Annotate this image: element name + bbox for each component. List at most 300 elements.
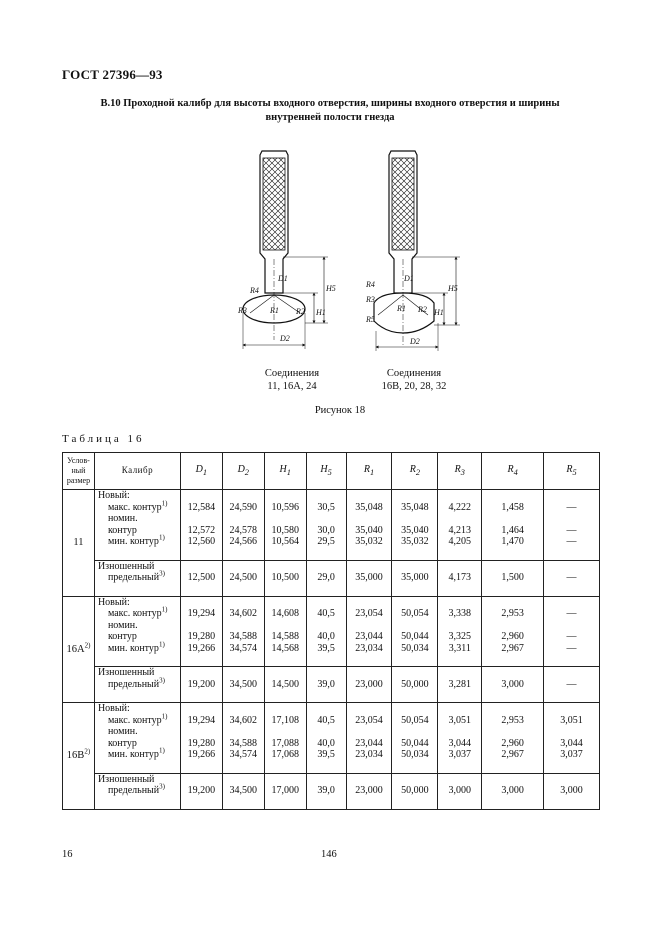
spacer <box>98 797 180 809</box>
value-cell <box>438 773 482 809</box>
value-cell <box>482 667 544 703</box>
value-cell <box>346 490 392 561</box>
value-min: 39,5 <box>317 642 335 654</box>
value-cell <box>544 773 600 809</box>
value-max: 17,108 <box>271 714 299 726</box>
value-worn: 23,000 <box>355 785 383 796</box>
value-cell <box>346 703 392 774</box>
left-label-h1: H1 <box>316 308 326 317</box>
spacer <box>98 761 180 773</box>
blank-line <box>223 726 264 738</box>
value-min: 14,568 <box>271 642 299 654</box>
value-min: 17,068 <box>271 749 299 760</box>
blank-line <box>482 703 543 715</box>
header-r1-sub: 1 <box>369 467 375 477</box>
header-r4-base: R <box>507 463 514 475</box>
value-max: 19,294 <box>187 714 216 726</box>
value-max: 12,584 <box>187 501 216 513</box>
value-cell <box>306 596 346 667</box>
blank-line <box>482 667 543 679</box>
value-nom: 23,044 <box>355 737 383 749</box>
value-worn: 29,0 <box>317 572 335 583</box>
value-cell <box>544 703 600 774</box>
size-footnote: 2) <box>84 641 91 649</box>
blank-line <box>307 703 346 715</box>
label-worn-2 <box>98 782 180 797</box>
label-worn-1: Изношенный <box>97 560 155 572</box>
blank-line <box>223 490 264 502</box>
value-nom: 10,580 <box>271 524 299 536</box>
header-r2-sub: 2 <box>415 467 421 477</box>
value-cell <box>438 667 482 703</box>
value-cell <box>180 667 222 703</box>
value-min: 50,034 <box>401 749 429 760</box>
value-nom: 17,088 <box>271 737 299 749</box>
value-max: — <box>566 501 577 513</box>
blank-line <box>265 774 306 786</box>
caption-right-line-1: Соединения <box>386 368 442 379</box>
blank-line <box>181 561 222 573</box>
value-worn: 23,000 <box>355 678 383 690</box>
value-cell <box>306 667 346 703</box>
left-label-r3: R3 <box>238 306 247 315</box>
value-cell <box>222 560 264 596</box>
caption-left <box>232 367 352 393</box>
blank-line <box>438 774 481 786</box>
blank-line <box>347 513 392 525</box>
header-d2-base: D <box>237 463 245 475</box>
value-worn: 10,500 <box>271 572 299 583</box>
right-label-r1: R1 <box>397 304 406 313</box>
value-cell <box>180 703 222 774</box>
blank-line <box>438 703 481 715</box>
header-r5-base: R <box>566 463 573 475</box>
value-worn: 34,500 <box>229 785 258 796</box>
blank-line <box>181 726 222 738</box>
label-min-text: мин. контур <box>107 536 159 547</box>
label-max-text: макс. контур <box>107 714 162 726</box>
blank-line <box>482 490 543 502</box>
label-new: Новый: <box>97 703 130 714</box>
value-max: 35,048 <box>401 501 429 513</box>
value-min: 23,034 <box>355 749 383 760</box>
value-cell <box>438 596 482 667</box>
value-cell <box>482 773 544 809</box>
blank-line <box>265 490 306 502</box>
value-cell <box>264 560 306 596</box>
value-max: 30,5 <box>317 501 335 513</box>
spacer <box>98 690 180 702</box>
spacer <box>98 548 180 560</box>
blank-line <box>223 620 264 632</box>
blank-line <box>181 490 222 502</box>
blank-line <box>265 597 306 609</box>
value-nom: 19,280 <box>187 631 216 642</box>
blank-line <box>347 667 392 679</box>
value-nom: 30,0 <box>317 524 335 536</box>
blank-line <box>544 726 599 738</box>
value-cell <box>482 490 544 561</box>
header-h5-sub: 5 <box>327 467 332 477</box>
footnote-1: 1) <box>161 712 168 721</box>
table-header-row <box>63 453 600 490</box>
blank-line <box>438 597 481 609</box>
label-max-text: макс. контур <box>107 608 162 619</box>
label-max-contour <box>98 499 180 514</box>
blank-line <box>438 726 481 738</box>
value-nom: 35,040 <box>401 524 429 536</box>
right-label-r5: R5 <box>366 315 375 324</box>
value-max: — <box>566 608 577 619</box>
header-size <box>63 453 95 490</box>
size-value: 16В <box>66 750 85 761</box>
table-row <box>63 560 600 596</box>
caliber-new-cell <box>94 596 180 667</box>
value-worn: 17,000 <box>271 785 299 796</box>
value-min: 35,032 <box>355 536 383 547</box>
value-max: 1,458 <box>501 501 524 513</box>
value-cell <box>264 596 306 667</box>
table-title: Таблица 16 <box>62 433 145 445</box>
value-cell <box>222 490 264 561</box>
left-label-h5: H5 <box>326 284 336 293</box>
value-worn: 39,0 <box>317 785 335 796</box>
value-nom: 23,044 <box>355 631 383 642</box>
size-cell <box>63 703 95 810</box>
value-worn: 14,500 <box>271 678 299 690</box>
header-r4-sub: 4 <box>513 467 518 477</box>
value-cell <box>438 703 482 774</box>
footnote-3: 3) <box>159 569 165 578</box>
value-cell <box>264 667 306 703</box>
left-label-d2: D2 <box>280 334 290 343</box>
value-max: 40,5 <box>317 714 335 726</box>
right-label-r2: R2 <box>418 305 427 314</box>
caliber-worn-cell <box>94 773 180 809</box>
header-r4 <box>482 453 544 490</box>
value-cell <box>346 773 392 809</box>
value-cell <box>346 667 392 703</box>
value-nom: 50,044 <box>401 631 429 642</box>
value-min: 34,574 <box>229 642 258 654</box>
header-h1-base: H <box>279 463 287 475</box>
spacer <box>98 654 180 666</box>
header-d1-sub: 1 <box>202 467 208 477</box>
value-worn: 50,000 <box>401 678 429 690</box>
label-max-contour <box>98 605 180 620</box>
value-worn: — <box>566 572 577 583</box>
blank-line <box>181 703 222 715</box>
blank-line <box>307 597 346 609</box>
footnote-1: 1) <box>161 605 168 614</box>
value-min: — <box>566 642 577 654</box>
blank-line <box>181 620 222 632</box>
value-cell <box>482 703 544 774</box>
label-worn-1: Изношенный <box>97 667 155 678</box>
value-max: 40,5 <box>317 608 335 619</box>
label-worn-text: предельный <box>107 678 160 690</box>
blank-line <box>181 774 222 786</box>
value-min: 39,5 <box>317 749 335 760</box>
value-cell <box>306 490 346 561</box>
blank-line <box>307 490 346 502</box>
section-heading-line-1: В.10 Проходной калибр для высоты входного отверстия, ширины входного отверстия и ширины <box>100 98 560 109</box>
header-h5 <box>306 453 346 490</box>
label-nom-2: контур <box>107 737 137 749</box>
blank-line <box>347 597 392 609</box>
header-r5-sub: 5 <box>572 467 577 477</box>
value-worn: 39,0 <box>317 678 335 690</box>
blank-line <box>544 620 599 632</box>
value-nom: 34,588 <box>229 737 258 749</box>
label-max-contour <box>98 712 180 727</box>
blank-line <box>392 620 437 632</box>
blank-line <box>482 774 543 786</box>
header-d1 <box>180 453 222 490</box>
blank-line <box>265 667 306 679</box>
footnote-1: 1) <box>158 640 165 649</box>
caliber-worn-cell <box>94 667 180 703</box>
blank-line <box>347 726 392 738</box>
table-row <box>63 490 600 561</box>
value-nom: 3,044 <box>448 737 472 749</box>
value-cell <box>346 596 392 667</box>
value-worn: 19,200 <box>187 785 216 796</box>
page-number: 146 <box>321 849 337 860</box>
value-nom: 19,280 <box>187 737 216 749</box>
blank-line <box>438 561 481 573</box>
table-row <box>63 596 600 667</box>
header-d2 <box>222 453 264 490</box>
value-cell <box>482 596 544 667</box>
value-max: 10,596 <box>271 501 299 513</box>
value-max: 23,054 <box>355 714 383 726</box>
header-h1-sub: 1 <box>286 467 291 477</box>
size-value: 11 <box>73 537 84 548</box>
blank-line <box>265 703 306 715</box>
blank-line <box>482 620 543 632</box>
value-max: 2,953 <box>501 608 524 619</box>
left-label-r4: R4 <box>250 286 259 295</box>
caliber-new-cell <box>94 490 180 561</box>
value-max: 3,051 <box>448 714 472 726</box>
size-value: 16А <box>66 643 85 655</box>
blank-line <box>544 513 599 525</box>
value-nom: 12,572 <box>187 524 216 536</box>
size-cell <box>63 596 95 703</box>
right-label-d2: D2 <box>410 337 420 346</box>
blank-line <box>223 667 264 679</box>
table-row <box>63 703 600 774</box>
value-max: 34,602 <box>229 714 258 726</box>
blank-line <box>307 561 346 573</box>
right-gauge <box>374 151 460 351</box>
value-cell <box>346 560 392 596</box>
value-cell <box>392 596 438 667</box>
value-worn: 3,000 <box>501 785 524 796</box>
blank-line <box>482 726 543 738</box>
value-nom: 1,464 <box>501 524 524 536</box>
value-nom: 24,578 <box>229 524 258 536</box>
value-cell <box>438 560 482 596</box>
blank-line <box>307 513 346 525</box>
footnote-1: 1) <box>158 533 165 542</box>
blank-line <box>307 774 346 786</box>
caliber-new-cell <box>94 703 180 774</box>
header-size-line-2: ный <box>71 466 86 475</box>
table-body <box>63 490 600 810</box>
value-min: 50,034 <box>401 642 429 654</box>
value-min: 2,967 <box>501 749 524 760</box>
value-cell <box>222 667 264 703</box>
value-max: 3,338 <box>448 608 472 619</box>
blank-line <box>265 620 306 632</box>
value-worn: 3,000 <box>501 678 524 690</box>
value-cell <box>438 490 482 561</box>
value-max: 35,048 <box>355 501 383 513</box>
value-worn: 12,500 <box>187 572 216 583</box>
label-worn-text: предельный <box>107 785 160 796</box>
value-nom: 3,044 <box>560 737 583 749</box>
value-min: 4,205 <box>448 536 472 547</box>
value-nom: 2,960 <box>501 631 524 642</box>
blank-line <box>544 490 599 502</box>
value-cell <box>544 667 600 703</box>
value-cell <box>264 703 306 774</box>
value-nom: 50,044 <box>401 737 429 749</box>
blank-line <box>347 561 392 573</box>
label-nom-1: номин. <box>107 513 138 524</box>
value-worn: 50,000 <box>401 785 429 796</box>
value-min: 3,037 <box>448 749 472 760</box>
value-nom: 40,0 <box>317 737 335 749</box>
blank-line <box>181 513 222 525</box>
value-nom: 4,213 <box>448 524 472 536</box>
value-cell <box>180 596 222 667</box>
header-r5 <box>544 453 600 490</box>
header-r1-base: R <box>363 463 370 475</box>
label-worn-2 <box>98 676 180 691</box>
blank-line <box>544 667 599 679</box>
label-new: Новый: <box>97 596 130 608</box>
figure-title: Рисунок 18 <box>314 405 366 416</box>
label-min-contour <box>98 533 180 548</box>
value-worn: 3,000 <box>560 785 583 796</box>
blank-line <box>347 490 392 502</box>
blank-line <box>181 597 222 609</box>
value-max: 23,054 <box>355 608 383 619</box>
value-worn: 1,500 <box>501 572 524 583</box>
blank-line <box>223 703 264 715</box>
value-cell <box>264 773 306 809</box>
value-min: — <box>566 536 577 547</box>
blank-line <box>265 726 306 738</box>
size-cell <box>63 490 95 597</box>
right-label-r4: R4 <box>366 280 375 289</box>
footnote-1: 1) <box>158 746 165 755</box>
blank-line <box>223 774 264 786</box>
label-worn-text: предельный <box>107 572 160 583</box>
caliber-worn-cell <box>94 560 180 596</box>
blank-line <box>482 513 543 525</box>
caption-right-line-2: 16В, 20, 28, 32 <box>381 381 447 392</box>
blank-line <box>392 667 437 679</box>
value-nom: 14,588 <box>271 631 299 642</box>
value-cell <box>180 490 222 561</box>
label-nom-1: номин. <box>107 726 138 737</box>
value-cell <box>306 773 346 809</box>
blank-line <box>307 667 346 679</box>
label-new: Новый: <box>97 490 130 501</box>
left-label-r2: R2 <box>296 307 305 316</box>
label-worn-1: Изношенный <box>97 773 155 785</box>
value-min: 19,266 <box>187 642 216 654</box>
value-nom: 34,588 <box>229 631 258 642</box>
value-max: 19,294 <box>187 608 216 619</box>
value-max: 3,051 <box>560 714 583 726</box>
value-cell <box>544 490 600 561</box>
footnote-3: 3) <box>159 676 165 685</box>
blank-line <box>392 726 437 738</box>
value-cell <box>482 560 544 596</box>
blank-line <box>392 513 437 525</box>
value-nom: 2,960 <box>501 737 524 749</box>
value-cell <box>264 490 306 561</box>
blank-line <box>482 597 543 609</box>
blank-line <box>392 597 437 609</box>
blank-line <box>392 774 437 786</box>
header-r1 <box>346 453 392 490</box>
label-nom-2: контур <box>107 524 137 536</box>
blank-line <box>438 667 481 679</box>
right-label-h1: H1 <box>434 308 444 317</box>
header-caliber: Калибр <box>94 453 180 490</box>
label-min-contour <box>98 746 180 761</box>
value-nom: 35,040 <box>355 524 383 536</box>
value-worn: 3,281 <box>448 678 472 690</box>
value-cell <box>222 773 264 809</box>
footnote-1: 1) <box>161 499 168 508</box>
blank-line <box>438 490 481 502</box>
blank-line <box>392 703 437 715</box>
label-max-text: макс. контур <box>107 501 162 513</box>
label-min-contour <box>98 640 180 655</box>
value-cell <box>306 560 346 596</box>
blank-line <box>438 620 481 632</box>
value-worn: 19,200 <box>187 678 216 690</box>
value-min: 34,574 <box>229 749 258 760</box>
left-gauge <box>243 151 328 349</box>
value-nom: 40,0 <box>317 631 335 642</box>
label-nom-2: контур <box>107 631 137 642</box>
blank-line <box>544 703 599 715</box>
label-nom-1: номин. <box>107 619 138 631</box>
value-max: 50,054 <box>401 608 429 619</box>
value-cell <box>392 560 438 596</box>
value-max: 4,222 <box>448 501 472 513</box>
header-r3 <box>438 453 482 490</box>
value-min: 3,311 <box>448 642 471 654</box>
blank-line <box>223 561 264 573</box>
value-cell <box>392 773 438 809</box>
header-r3-sub: 3 <box>460 467 465 477</box>
blank-line <box>347 703 392 715</box>
caliber-drawing <box>230 145 460 360</box>
header-d1-base: D <box>195 463 203 475</box>
header-r2 <box>392 453 438 490</box>
blank-line <box>544 597 599 609</box>
value-min: 1,470 <box>501 536 524 547</box>
